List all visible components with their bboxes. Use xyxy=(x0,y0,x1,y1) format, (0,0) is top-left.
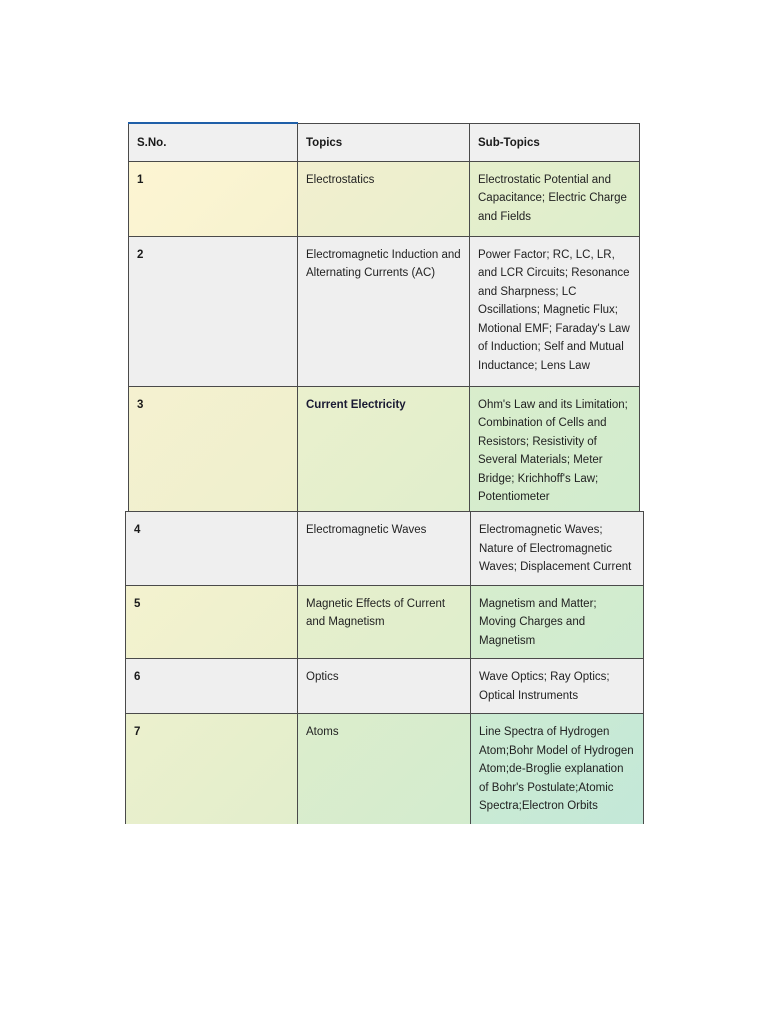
table-row xyxy=(129,236,640,386)
row-topic: Optics xyxy=(298,659,471,714)
header-subtopics: Sub-Topics xyxy=(470,123,640,161)
row-topic: Electromagnetic Induction and Alternating Currents (AC) xyxy=(298,236,470,386)
row-sno: 6 xyxy=(126,659,298,714)
row-subtopics: Power Factor; RC, LC, LR, and LCR Circuits; Resonance and Sharpness; LC Oscillations; Magnetic Flux; Motional EMF; Faraday's Law of Induction; Self and Mutual Inductance; Lens Law xyxy=(470,236,640,386)
row-sno: 3 xyxy=(129,386,298,515)
row-subtopics: Electrostatic Potential and Capacitance; Electric Charge and Fields xyxy=(470,161,640,236)
row-subtopics: Magnetism and Matter; Moving Charges and Magnetism xyxy=(471,585,644,659)
row-topic: Atoms xyxy=(298,714,471,824)
row-sno: 7 xyxy=(126,714,298,824)
row-subtopics: Wave Optics; Ray Optics; Optical Instruments xyxy=(471,659,644,714)
header-sno: S.No. xyxy=(129,123,298,161)
row-subtopics: Electromagnetic Waves; Nature of Electromagnetic Waves; Displacement Current xyxy=(471,512,644,586)
table-row xyxy=(129,161,640,236)
row-topic: Magnetic Effects of Current and Magnetism xyxy=(298,585,471,659)
topics-table-part-2 xyxy=(125,511,644,824)
topics-table-part-1 xyxy=(128,122,640,516)
row-topic: Electrostatics xyxy=(298,161,470,236)
row-subtopics: Line Spectra of Hydrogen Atom;Bohr Model of Hydrogen Atom;de-Broglie explanation of Bohr's Postulate;Atomic Spectra;Electron Orbits xyxy=(471,714,644,824)
table-row xyxy=(129,386,640,515)
row-topic: Electromagnetic Waves xyxy=(298,512,471,586)
row-sno: 1 xyxy=(129,161,298,236)
header-topics: Topics xyxy=(298,123,470,161)
row-sno: 2 xyxy=(129,236,298,386)
row-sno: 4 xyxy=(126,512,298,586)
table-row xyxy=(126,585,644,659)
table-row xyxy=(126,512,644,586)
row-topic: Current Electricity xyxy=(298,386,470,515)
row-subtopics: Ohm's Law and its Limitation; Combination of Cells and Resistors; Resistivity of Several Materials; Meter Bridge; Krichhoff's Law; Potentiometer xyxy=(470,386,640,515)
row-sno: 5 xyxy=(126,585,298,659)
table-header-row xyxy=(129,123,640,161)
table-row xyxy=(126,714,644,824)
table-row xyxy=(126,659,644,714)
